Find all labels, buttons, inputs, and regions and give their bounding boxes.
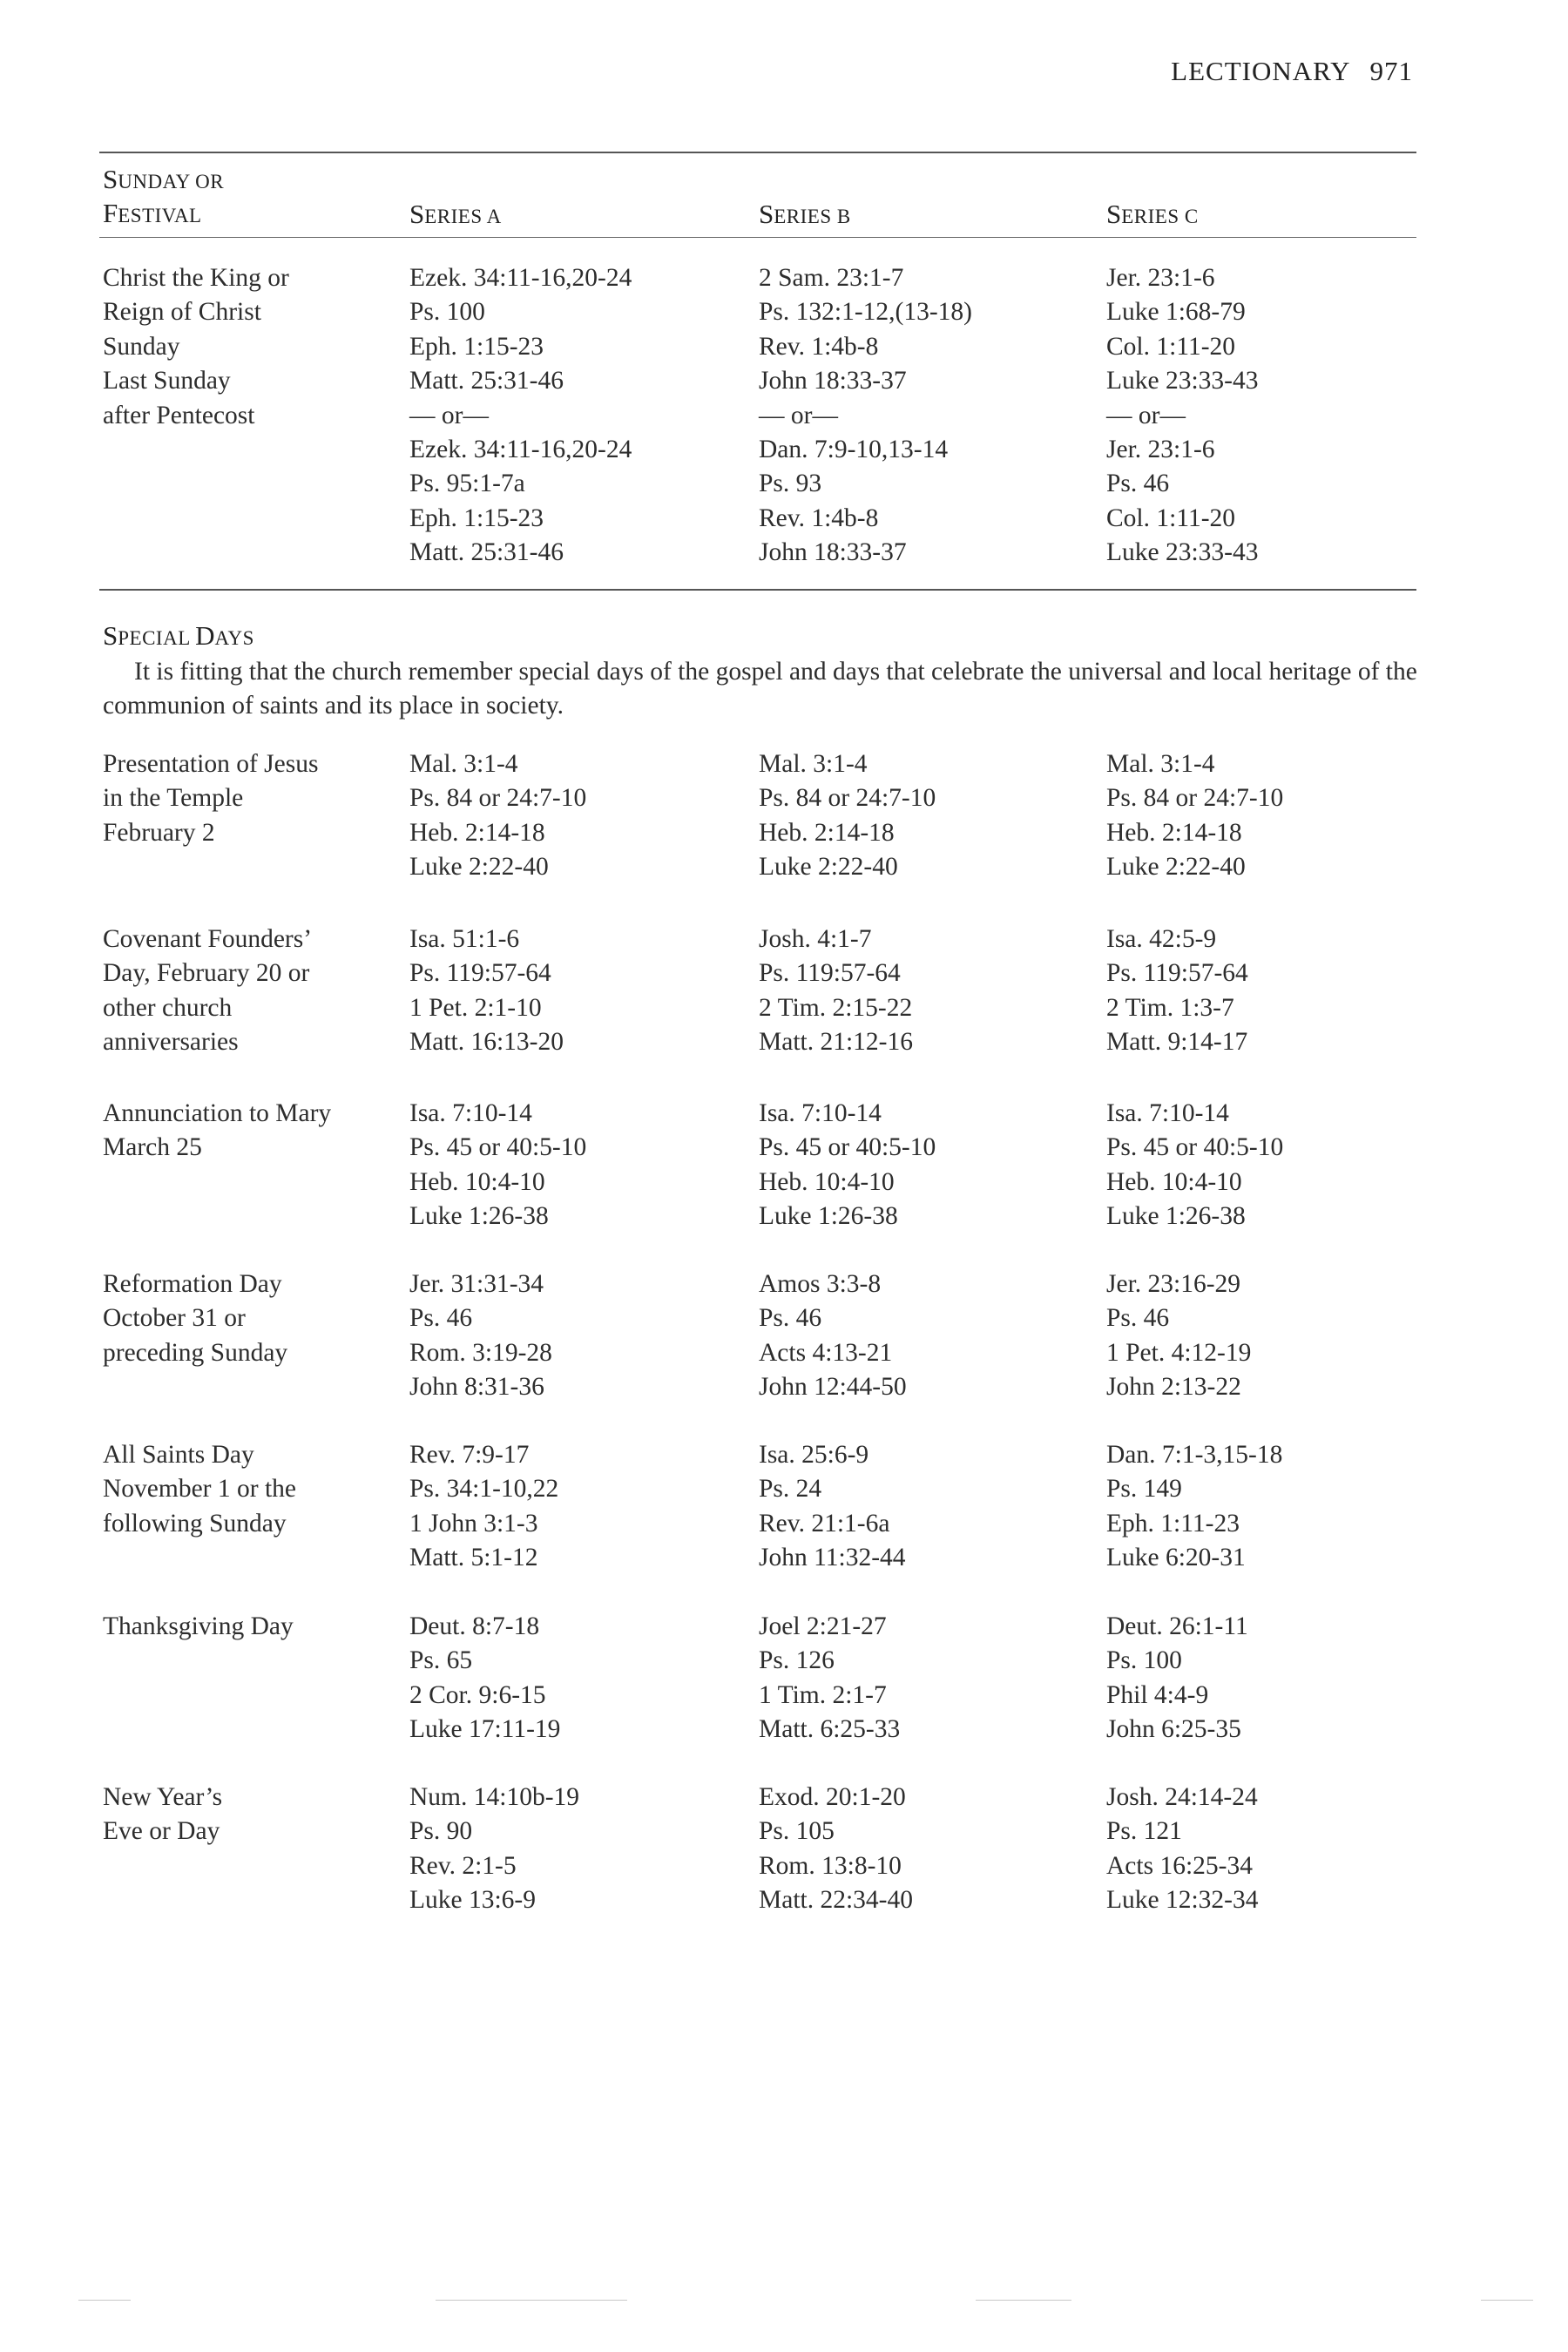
special-day-series-a: Deut. 8:7-18 Ps. 65 2 Cor. 9:6-15 Luke 17:11-19 [409,1612,561,1744]
header-sunday-or-festival: SUNDAY OR FESTIVAL [103,164,225,229]
special-day-series-c: Josh. 24:14-24 Ps. 121 Acts 16:25-34 Luke 12:32-34 [1106,1783,1259,1915]
header-series-b: SERIES B [759,199,851,229]
header-series-c: SERIES C [1106,199,1199,229]
special-day-series-c: Dan. 7:1-3,15-18 Ps. 149 Eph. 1:11-23 Luke 6:20-31 [1106,1441,1283,1572]
christ-the-king-series-c: Jer. 23:1-6 Luke 1:68-79 Col. 1:11-20 Luke 23:33-43 — or— Jer. 23:1-6 Ps. 46 Col. 1:11-20 Luke 23:33-43 [1106,264,1259,567]
special-day-series-b: Joel 2:21-27 Ps. 126 1 Tim. 2:1-7 Matt. 6:25-33 [759,1612,901,1744]
christ-the-king-series-b: 2 Sam. 23:1-7 Ps. 132:1-12,(13-18) Rev. 1:4b-8 John 18:33-37 — or— Dan. 7:9-10,13-14 Ps. 93 Rev. 1:4b-8 John 18:33-37 [759,264,973,567]
special-day-label: Annunciation to Mary March 25 [103,1099,332,1162]
special-day-series-c: Jer. 23:16-29 Ps. 46 1 Pet. 4:12-19 John 2:13-22 [1106,1270,1252,1402]
running-head-title: LECTIONARY [1171,56,1351,86]
special-day-series-a: Isa. 51:1-6 Ps. 119:57-64 1 Pet. 2:1-10 Matt. 16:13-20 [409,925,564,1057]
special-day-series-b: Mal. 3:1-4 Ps. 84 or 24:7-10 Heb. 2:14-18 Luke 2:22-40 [759,750,936,882]
special-day-series-b: Isa. 25:6-9 Ps. 24 Rev. 21:1-6a John 11:32-44 [759,1441,906,1572]
special-day-series-a: Num. 14:10b-19 Ps. 90 Rev. 2:1-5 Luke 13:6-9 [409,1783,580,1915]
special-day-series-b: Isa. 7:10-14 Ps. 45 or 40:5-10 Heb. 10:4-10 Luke 1:26-38 [759,1099,936,1231]
page-number: 971 [1369,56,1413,86]
special-day-series-c: Isa. 42:5-9 Ps. 119:57-64 2 Tim. 1:3-7 Matt. 9:14-17 [1106,925,1248,1057]
special-day-series-a: Rev. 7:9-17 Ps. 34:1-10,22 1 John 3:1-3 Matt. 5:1-12 [409,1441,559,1572]
scan-mark [78,2300,131,2301]
special-day-label: Presentation of Jesus in the Temple February 2 [103,750,319,847]
table-top-rule [99,152,1416,153]
header-bottom-rule [99,237,1416,238]
special-day-series-a: Mal. 3:1-4 Ps. 84 or 24:7-10 Heb. 2:14-18 Luke 2:22-40 [409,750,587,882]
special-day-series-a: Isa. 7:10-14 Ps. 45 or 40:5-10 Heb. 10:4-10 Luke 1:26-38 [409,1099,587,1231]
special-days-intro: It is fitting that the church remember special days of the gospel and days that celebrate the universal and local heritage of the communion of saints and its place in society. [103,658,1417,720]
special-day-series-b: Josh. 4:1-7 Ps. 119:57-64 2 Tim. 2:15-22 Matt. 21:12-16 [759,925,913,1057]
table-bottom-rule [99,589,1416,591]
special-day-series-a: Jer. 31:31-34 Ps. 46 Rom. 3:19-28 John 8:31-36 [409,1270,552,1402]
special-day-series-b: Amos 3:3-8 Ps. 46 Acts 4:13-21 John 12:44-50 [759,1270,907,1402]
special-day-series-c: Deut. 26:1-11 Ps. 100 Phil 4:4-9 John 6:25-35 [1106,1612,1248,1744]
special-day-label: New Year’s Eve or Day [103,1783,223,1846]
scan-mark [436,2300,627,2301]
christ-the-king-series-a: Ezek. 34:11-16,20-24 Ps. 100 Eph. 1:15-23 Matt. 25:31-46 — or— Ezek. 34:11-16,20-24 Ps. 95:1-7a Eph. 1:15-23 Matt. 25:31-46 [409,264,632,567]
scan-mark [1481,2300,1533,2301]
special-day-label: Covenant Founders’ Day, February 20 or other church anniversaries [103,925,313,1057]
running-head [103,56,1413,99]
christ-the-king-label: Christ the King or Reign of Christ Sunday Last Sunday after Pentecost [103,264,289,429]
special-day-series-b: Exod. 20:1-20 Ps. 105 Rom. 13:8-10 Matt. 22:34-40 [759,1783,913,1915]
special-day-label: Reformation Day October 31 or preceding Sunday [103,1270,288,1367]
special-day-series-c: Mal. 3:1-4 Ps. 84 or 24:7-10 Heb. 2:14-18 Luke 2:22-40 [1106,750,1284,882]
scan-mark [976,2300,1071,2301]
header-series-a: SERIES A [409,199,502,229]
special-days-title: SPECIAL DAYS [103,620,254,651]
special-day-label: Thanksgiving Day [103,1612,294,1640]
special-day-label: All Saints Day November 1 or the following Sunday [103,1441,296,1538]
special-day-series-c: Isa. 7:10-14 Ps. 45 or 40:5-10 Heb. 10:4-10 Luke 1:26-38 [1106,1099,1284,1231]
